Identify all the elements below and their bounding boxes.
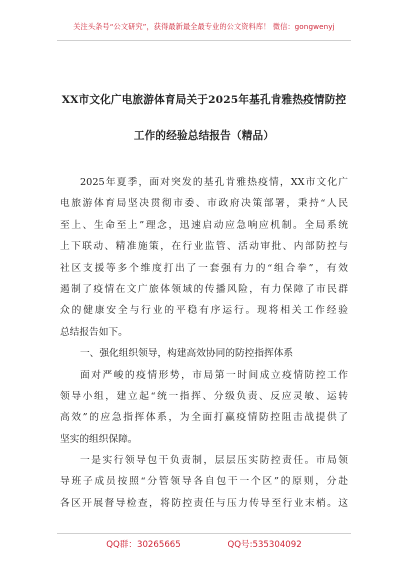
body-line: 领导小组，建立起“统一指挥、分级负责、反应灵敏、运转: [60, 390, 348, 402]
body-line: 众的健康安全与行业的平稳有序运行。现将相关工作经验: [60, 305, 348, 317]
body-line: 社区支援等多个维度打出了一套强有力的“组合拳”，有效: [60, 262, 348, 274]
section-heading: 一、强化组织领导，构建高效协同的防控指挥体系: [80, 348, 294, 360]
body-line: 电旅游体育局坚决贯彻市委、市政府决策部署，秉持“人民: [60, 198, 348, 210]
document-body: [60, 172, 348, 514]
document-title-line-2: 工作的经验总结报告（精品）: [133, 130, 275, 142]
body-line: 坚实的组织保障。: [60, 433, 138, 445]
body-line: 总结报告如下。: [60, 326, 128, 338]
body-line: 一是实行领导包干负责制，层层压实防控责任。市局领: [80, 455, 348, 467]
body-line: 遏制了疫情在文广旅体领域的传播风险，有力保障了市民群: [60, 283, 348, 295]
body-line: 上下联动、精准施策，在行业监管、活动审批、内部防控与: [60, 241, 348, 253]
body-line: 导班子成员按照“分管领导各自包干一个区”的原则，分赴: [60, 476, 348, 488]
header-note: 关注头条号“公文研究”，获得最新最全最专业的公文资料库！ 微信：gongwenyj: [73, 22, 335, 31]
header-divider: [57, 40, 351, 41]
footer: [0, 538, 408, 550]
document-title-line-1: XX市文化广电旅游体育局关于2025年基孔肯雅热疫情防控: [61, 94, 347, 106]
footer-qq-group: QQ群：30265665: [106, 540, 181, 550]
footer-qq-number: QQ号:535304092: [227, 540, 302, 550]
body-line: 高效”的应急指挥体系，为全面打赢疫情防控阻击战提供了: [60, 412, 348, 424]
body-line: 至上、生命至上”理念，迅速启动应急响应机制。全局系统: [60, 219, 348, 231]
body-line: 2025年夏季，面对突发的基孔肯雅热疫情，XX市文化广: [80, 177, 348, 188]
body-line: 面对严峻的疫情形势，市局第一时间成立疫情防控工作: [80, 369, 348, 381]
body-line: 各区开展督导检查，将防控责任与压力传导至行业末梢。这: [60, 497, 348, 509]
footer-divider: [57, 533, 351, 534]
